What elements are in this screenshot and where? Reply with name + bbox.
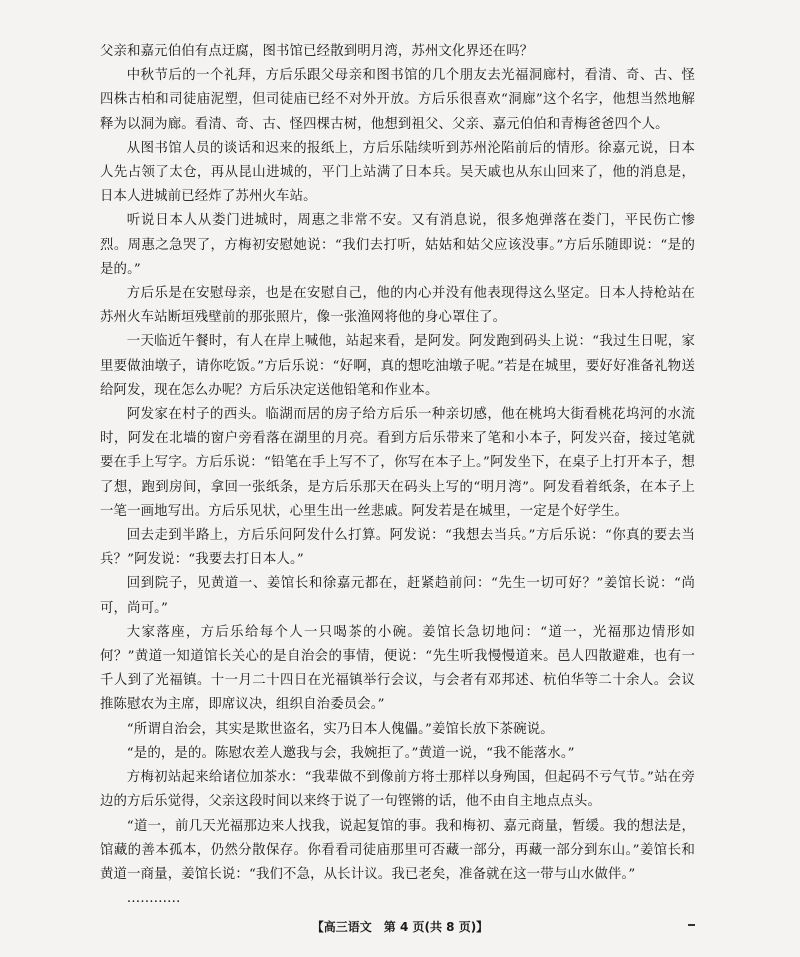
ellipsis-break: …………: [126, 891, 181, 907]
paragraph: 阿发家在村子的西头。临湖而居的房子给方后乐一种亲切感，他在桃坞大街看桃花坞河的水流时，阿发在北墙的窗户旁看落在湖里的月亮。看到方后乐带来了笔和小本子，阿发兴奋，接过笔就要在手上写字。方后乐说：“铅笔在手上写不了，你写在本子上。”阿发坐下，在桌子上打开本子，想了想，跑到房间，拿回一张纸条，是方后乐那天在码头上写的“明月湾”。阿发看着纸条，在本子上一笔一画地写出。方后乐见状，心里生出一丝悲戚。阿发若是在城里，一定是个好学生。: [100, 407, 695, 519]
document-body: [100, 40, 695, 908]
corner-mark: [688, 924, 695, 926]
paragraph: “道一，前几天光福那边来人找我，说起复馆的事。我和梅初、嘉元商量，暂缓。我的想法是，馆藏的善本孤本，仍然分散保存。你看看司徒庙那里可否藏一部分，再藏一部分到东山。”姜馆长和黄道一商量，姜馆长说：“我们不急，从长计议。我已老矣，准备就在这一带与山水做伴。”: [100, 818, 695, 882]
paragraph: “是的，是的。陈慰农差人邀我与会，我婉拒了。”黄道一说，“我不能落水。”: [126, 745, 575, 761]
page-footer: 【高三语文 第 4 页(共 8 页)】: [311, 920, 489, 934]
paragraph: 回到院子，见黄道一、姜馆长和徐嘉元都在，赶紧趋前问：“先生一切可好？”姜馆长说：“尚可，尚可。”: [100, 576, 695, 616]
paragraph: 中秋节后的一个礼拜，方后乐跟父母亲和图书馆的几个朋友去光福洞廊村，看清、奇、古、怪四株古柏和司徒庙泥塑，但司徒庙已经不对外开放。方后乐很喜欢“洞廊”这个名字，他想当然地解释为以洞为廊。看清、奇、古、怪四棵古树，他想到祖父、父亲、嘉元伯伯和青梅爸爸四个人。: [100, 68, 695, 132]
paragraph: 方梅初站起来给诸位加茶水：“我辈做不到像前方将士那样以身殉国，但起码不亏气节。”站在旁边的方后乐觉得，父亲这段时间以来终于说了一句铿锵的话，他不由自主地点点头。: [100, 770, 695, 810]
paragraph: “所谓自治会，其实是欺世盗名，实乃日本人傀儡。”姜馆长放下茶碗说。: [126, 721, 554, 737]
paragraph: 大家落座，方后乐给每个人一只喝茶的小碗。姜馆长急切地问：“道一，光福那边情形如何？”黄道一知道馆长关心的是自治会的事情，便说：“先生听我慢慢道来。邑人四散避难，也有一千人到了光福镇。十一月二十四日在光福镇举行会议，与会者有邓邦述、杭伯华等二十余人。会议推陈慰农为主席，即席议决，组织自治委员会。”: [100, 624, 695, 713]
paragraph: 听说日本人从娄门进城时，周惠之非常不安。又有消息说，很多炮弹落在娄门，平民伤亡惨烈。周惠之急哭了，方梅初安慰她说：“我们去打听，姑姑和姑父应该没事。”方后乐随即说：“是的是的。”: [100, 213, 695, 277]
paragraph: 从图书馆人员的谈话和迟来的报纸上，方后乐陆续听到苏州沦陷前后的情形。徐嘉元说，日本人先占领了太仓，再从昆山进城的，平门上站满了日本兵。吴天戚也从东山回来了，他的消息是，日本人进城前已经炸了苏州火车站。: [100, 140, 695, 205]
paragraph: 回去走到半路上，方后乐问阿发什么打算。阿发说：“我想去当兵。”方后乐说：“你真的要去当兵？”阿发说：“我要去打日本人。”: [100, 528, 695, 568]
paragraph: 一天临近午餐时，有人在岸上喊他，站起来看，是阿发。阿发跑到码头上说：“我过生日呢，家里要做油墩子，请你吃饭。”方后乐说：“好啊，真的想吃油墩子呢。”若是在城里，要好好准备礼物送给阿发，现在怎么办呢？方后乐决定送他铅笔和作业本。: [100, 334, 695, 398]
paragraph: 方后乐是在安慰母亲，也是在安慰自己，他的内心并没有他表现得这么坚定。日本人持枪站在苏州火车站断垣残壁前的那张照片，像一张渔网将他的身心罩住了。: [100, 286, 695, 326]
paragraph: 父亲和嘉元伯伯有点迂腐，图书馆已经散到明月湾，苏州文化界还在吗？: [100, 44, 534, 59]
